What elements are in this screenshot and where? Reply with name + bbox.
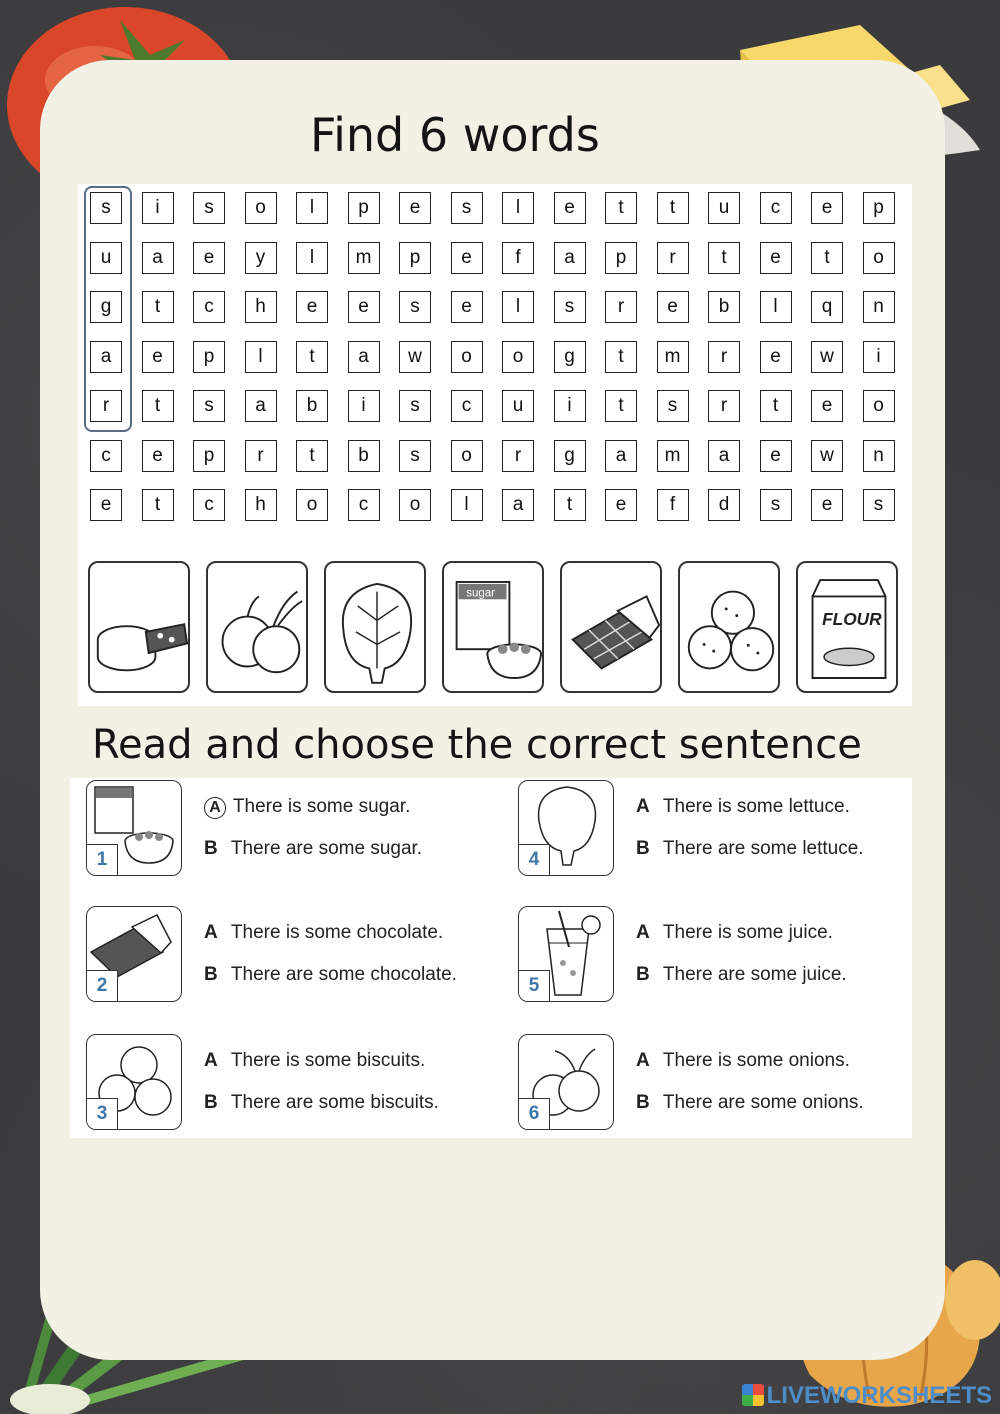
picture-card bbox=[678, 561, 780, 693]
grid-letter-cell[interactable]: g bbox=[90, 291, 122, 323]
grid-letter-cell[interactable]: o bbox=[863, 242, 895, 274]
logo-text: LIVEWORKSHEETS bbox=[766, 1382, 992, 1409]
option-a[interactable] bbox=[204, 796, 410, 819]
grid-letter-cell[interactable]: p bbox=[193, 341, 225, 373]
grid-letter-cell[interactable]: c bbox=[193, 291, 225, 323]
grid-letter-cell[interactable]: p bbox=[193, 440, 225, 472]
grid-letter-cell[interactable]: a bbox=[502, 489, 534, 521]
grid-letter-cell[interactable]: h bbox=[245, 489, 277, 521]
option-text: There are some chocolate. bbox=[226, 964, 457, 985]
grid-letter-cell[interactable]: a bbox=[708, 440, 740, 472]
grid-letter-cell[interactable]: t bbox=[811, 242, 843, 274]
grid-letter-cell[interactable]: b bbox=[708, 291, 740, 323]
option-letter: B bbox=[636, 1092, 650, 1113]
option-letter: B bbox=[636, 964, 650, 985]
option-text: There are some lettuce. bbox=[658, 838, 864, 859]
grid-letter-cell[interactable]: s bbox=[399, 291, 431, 323]
option-letter: A bbox=[204, 797, 226, 819]
picture-card bbox=[206, 561, 308, 693]
grid-letter-cell[interactable]: i bbox=[142, 192, 174, 224]
grid-letter-cell[interactable]: o bbox=[296, 489, 328, 521]
read-choose-title: Read and choose the correct sentence bbox=[92, 722, 862, 768]
grid-letter-cell[interactable]: o bbox=[399, 489, 431, 521]
grid-letter-cell[interactable]: e bbox=[657, 291, 689, 323]
grid-letter-cell[interactable]: e bbox=[811, 192, 843, 224]
question-picture bbox=[86, 906, 182, 1002]
grid-letter-cell[interactable]: r bbox=[657, 242, 689, 274]
question-picture bbox=[86, 1034, 182, 1130]
grid-letter-cell[interactable]: m bbox=[657, 440, 689, 472]
question-number: 3 bbox=[86, 1098, 118, 1130]
option-a[interactable] bbox=[636, 1050, 850, 1072]
grid-letter-cell[interactable]: n bbox=[863, 440, 895, 472]
grid-letter-cell[interactable]: l bbox=[245, 341, 277, 373]
grid-letter-cell[interactable]: l bbox=[296, 192, 328, 224]
grid-letter-cell[interactable]: n bbox=[863, 291, 895, 323]
option-b[interactable] bbox=[204, 1092, 439, 1114]
option-text: There is some biscuits. bbox=[226, 1050, 426, 1071]
grid-letter-cell[interactable]: g bbox=[554, 440, 586, 472]
option-letter: A bbox=[636, 922, 650, 943]
grid-letter-cell[interactable]: e bbox=[554, 192, 586, 224]
grid-letter-cell[interactable]: a bbox=[90, 341, 122, 373]
grid-letter-cell[interactable]: c bbox=[348, 489, 380, 521]
grid-letter-cell[interactable]: w bbox=[399, 341, 431, 373]
option-text: There is some onions. bbox=[658, 1050, 850, 1071]
option-text: There is some sugar. bbox=[228, 796, 411, 817]
grid-letter-cell[interactable]: b bbox=[296, 390, 328, 422]
option-a[interactable] bbox=[204, 922, 443, 944]
grid-letter-cell[interactable]: p bbox=[605, 242, 637, 274]
grid-letter-cell[interactable]: t bbox=[760, 390, 792, 422]
option-text: There are some juice. bbox=[658, 964, 847, 985]
option-text: There is some juice. bbox=[658, 922, 833, 943]
option-text: There is some lettuce. bbox=[658, 796, 850, 817]
grid-letter-cell[interactable]: a bbox=[605, 440, 637, 472]
grid-letter-cell[interactable]: t bbox=[554, 489, 586, 521]
grid-letter-cell[interactable]: u bbox=[708, 192, 740, 224]
grid-letter-cell[interactable]: f bbox=[502, 242, 534, 274]
picture-card bbox=[560, 561, 662, 693]
grid-letter-cell[interactable]: o bbox=[863, 390, 895, 422]
grid-letter-cell[interactable]: p bbox=[348, 192, 380, 224]
question-picture bbox=[518, 1034, 614, 1130]
biscuits-icon bbox=[683, 571, 779, 689]
grid-letter-cell[interactable]: r bbox=[605, 291, 637, 323]
option-letter: B bbox=[204, 964, 218, 985]
grid-letter-cell[interactable]: s bbox=[451, 192, 483, 224]
grid-letter-cell[interactable]: e bbox=[142, 341, 174, 373]
grid-letter-cell[interactable]: e bbox=[142, 440, 174, 472]
grid-letter-cell[interactable]: t bbox=[605, 341, 637, 373]
grid-letter-cell[interactable]: s bbox=[399, 440, 431, 472]
option-a[interactable] bbox=[636, 922, 833, 944]
option-letter: B bbox=[204, 1092, 218, 1113]
picture-card bbox=[442, 561, 544, 693]
grid-letter-cell[interactable]: h bbox=[245, 291, 277, 323]
grid-letter-cell[interactable]: e bbox=[760, 242, 792, 274]
grid-letter-cell[interactable]: l bbox=[760, 291, 792, 323]
grid-letter-cell[interactable]: e bbox=[811, 489, 843, 521]
grid-letter-cell[interactable]: l bbox=[296, 242, 328, 274]
question-number: 1 bbox=[86, 844, 118, 876]
grid-letter-cell[interactable]: w bbox=[811, 440, 843, 472]
grid-letter-cell[interactable]: e bbox=[193, 242, 225, 274]
sugar-icon bbox=[447, 571, 543, 689]
question-number: 6 bbox=[518, 1098, 550, 1130]
flour-icon bbox=[801, 571, 897, 689]
picture-card bbox=[88, 561, 190, 693]
grid-letter-cell[interactable]: a bbox=[554, 242, 586, 274]
question-picture bbox=[518, 780, 614, 876]
grid-letter-cell[interactable]: e bbox=[451, 242, 483, 274]
picture-card bbox=[796, 561, 898, 693]
grid-letter-cell[interactable]: m bbox=[657, 341, 689, 373]
grid-letter-cell[interactable]: b bbox=[348, 440, 380, 472]
grid-letter-cell[interactable]: e bbox=[760, 341, 792, 373]
word-search-panel bbox=[78, 184, 912, 706]
grid-letter-cell[interactable]: i bbox=[348, 390, 380, 422]
grid-letter-cell[interactable]: r bbox=[90, 390, 122, 422]
question-picture bbox=[86, 780, 182, 876]
option-letter: A bbox=[204, 922, 218, 943]
chocolate-icon bbox=[565, 571, 661, 689]
grid-letter-cell[interactable]: y bbox=[245, 242, 277, 274]
grid-letter-cell[interactable]: e bbox=[90, 489, 122, 521]
grid-letter-cell[interactable]: e bbox=[451, 291, 483, 323]
grid-letter-cell[interactable]: t bbox=[605, 192, 637, 224]
grid-letter-cell[interactable]: s bbox=[863, 489, 895, 521]
grid-letter-cell[interactable]: t bbox=[142, 291, 174, 323]
grid-letter-cell[interactable]: e bbox=[811, 390, 843, 422]
question-number: 4 bbox=[518, 844, 550, 876]
question-picture bbox=[518, 906, 614, 1002]
option-b[interactable] bbox=[636, 964, 847, 986]
grid-letter-cell[interactable]: c bbox=[451, 390, 483, 422]
grid-letter-cell[interactable]: i bbox=[863, 341, 895, 373]
grid-letter-cell[interactable]: s bbox=[554, 291, 586, 323]
grid-letter-cell[interactable]: s bbox=[760, 489, 792, 521]
grid-letter-cell[interactable]: a bbox=[348, 341, 380, 373]
grid-letter-cell[interactable]: d bbox=[708, 489, 740, 521]
option-b[interactable] bbox=[636, 838, 864, 860]
grid-letter-cell[interactable]: g bbox=[554, 341, 586, 373]
option-letter: B bbox=[204, 838, 218, 859]
grid-letter-cell[interactable]: i bbox=[554, 390, 586, 422]
grid-letter-cell[interactable]: l bbox=[502, 291, 534, 323]
grid-letter-cell[interactable]: t bbox=[605, 390, 637, 422]
option-text: There are some sugar. bbox=[226, 838, 423, 859]
svg-text:sugar: sugar bbox=[466, 587, 496, 600]
option-text: There is some chocolate. bbox=[226, 922, 444, 943]
grid-letter-cell[interactable]: a bbox=[142, 242, 174, 274]
grid-letter-cell[interactable]: r bbox=[708, 341, 740, 373]
grid-letter-cell[interactable]: t bbox=[142, 390, 174, 422]
option-letter: A bbox=[636, 1050, 650, 1071]
grid-letter-cell[interactable]: e bbox=[605, 489, 637, 521]
grid-letter-cell[interactable]: o bbox=[451, 440, 483, 472]
option-b[interactable] bbox=[636, 1092, 864, 1114]
option-text: There are some biscuits. bbox=[226, 1092, 439, 1113]
grid-letter-cell[interactable]: p bbox=[863, 192, 895, 224]
grid-letter-cell[interactable]: w bbox=[811, 341, 843, 373]
grid-letter-cell[interactable]: s bbox=[657, 390, 689, 422]
grid-letter-cell[interactable]: s bbox=[399, 390, 431, 422]
grid-letter-cell[interactable]: e bbox=[348, 291, 380, 323]
grid-letter-cell[interactable]: m bbox=[348, 242, 380, 274]
grid-letter-cell[interactable]: e bbox=[399, 192, 431, 224]
grid-letter-cell[interactable]: a bbox=[245, 390, 277, 422]
option-text: There are some onions. bbox=[658, 1092, 864, 1113]
sentence-choice-panel bbox=[70, 778, 912, 1138]
option-b[interactable] bbox=[204, 964, 457, 986]
grid-letter-cell[interactable]: p bbox=[399, 242, 431, 274]
grid-letter-cell[interactable]: o bbox=[502, 341, 534, 373]
grid-letter-cell[interactable]: c bbox=[760, 192, 792, 224]
option-b[interactable] bbox=[204, 838, 422, 860]
grid-letter-cell[interactable]: t bbox=[296, 341, 328, 373]
grid-letter-cell[interactable]: u bbox=[90, 242, 122, 274]
liveworksheets-logo bbox=[742, 1382, 992, 1410]
grid-letter-cell[interactable]: s bbox=[193, 390, 225, 422]
picture-card bbox=[324, 561, 426, 693]
option-a[interactable] bbox=[204, 1050, 425, 1072]
option-letter: A bbox=[636, 796, 650, 817]
grid-letter-cell[interactable]: c bbox=[193, 489, 225, 521]
found-word-highlight bbox=[84, 186, 132, 432]
logo-icon bbox=[742, 1384, 764, 1406]
grid-letter-cell[interactable]: f bbox=[657, 489, 689, 521]
grid-letter-cell[interactable]: s bbox=[193, 192, 225, 224]
grid-letter-cell[interactable]: u bbox=[502, 390, 534, 422]
grid-letter-cell[interactable]: l bbox=[502, 192, 534, 224]
grid-letter-cell[interactable]: r bbox=[245, 440, 277, 472]
grid-letter-cell[interactable]: o bbox=[245, 192, 277, 224]
grid-letter-cell[interactable]: t bbox=[657, 192, 689, 224]
grid-letter-cell[interactable]: r bbox=[502, 440, 534, 472]
grid-letter-cell[interactable]: t bbox=[142, 489, 174, 521]
grid-letter-cell[interactable]: q bbox=[811, 291, 843, 323]
grid-letter-cell[interactable]: e bbox=[760, 440, 792, 472]
cheese-icon bbox=[93, 571, 189, 689]
onions-icon bbox=[211, 571, 307, 689]
svg-text:FLOUR: FLOUR bbox=[822, 609, 882, 630]
question-number: 5 bbox=[518, 970, 550, 1002]
option-a[interactable] bbox=[636, 796, 850, 818]
lettuce-icon bbox=[329, 571, 425, 689]
grid-letter-cell[interactable]: e bbox=[296, 291, 328, 323]
option-letter: A bbox=[204, 1050, 218, 1071]
grid-letter-cell[interactable]: r bbox=[708, 390, 740, 422]
grid-letter-cell[interactable]: o bbox=[451, 341, 483, 373]
grid-letter-cell[interactable]: t bbox=[296, 440, 328, 472]
option-letter: B bbox=[636, 838, 650, 859]
grid-letter-cell[interactable]: s bbox=[90, 192, 122, 224]
grid-letter-cell[interactable]: t bbox=[708, 242, 740, 274]
grid-letter-cell[interactable]: c bbox=[90, 440, 122, 472]
question-number: 2 bbox=[86, 970, 118, 1002]
grid-letter-cell[interactable]: l bbox=[451, 489, 483, 521]
find-words-title: Find 6 words bbox=[310, 108, 600, 162]
